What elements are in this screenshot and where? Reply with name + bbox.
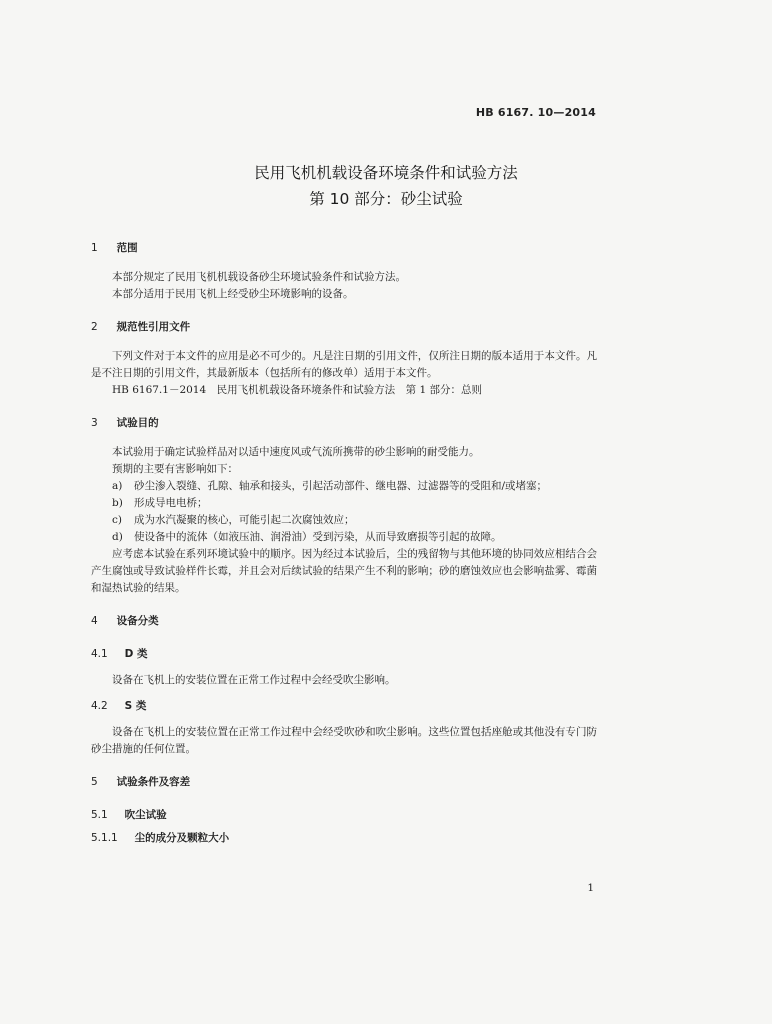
list-item-label: b) bbox=[112, 497, 123, 509]
list-item-label: c) bbox=[112, 514, 122, 526]
section-number: 5 bbox=[91, 776, 98, 788]
list-item-text: 使设备中的流体（如液压油、润滑油）受到污染，从而导致磨损等引起的故障。 bbox=[134, 531, 502, 543]
section-title: 试验目的 bbox=[116, 417, 159, 429]
list-item-text: 成为水汽凝聚的核心，可能引起二次腐蚀效应； bbox=[134, 514, 355, 526]
section-number: 4.2 bbox=[91, 700, 108, 712]
section-title: 设备分类 bbox=[116, 615, 159, 627]
page-number: 1 bbox=[587, 882, 594, 894]
list-item bbox=[91, 529, 597, 546]
list-item bbox=[91, 495, 597, 512]
paragraph: 本试验用于确定试验样品对以适中速度风或气流所携带的砂尘影响的耐受能力。 bbox=[112, 446, 480, 458]
document-body bbox=[91, 240, 597, 847]
section-number: 2 bbox=[91, 321, 98, 333]
list-item-text: 形成导电电桥； bbox=[134, 497, 208, 509]
subsection-5-1-1-heading bbox=[91, 830, 597, 847]
paragraph: 下列文件对于本文件的应用是必不可少的。凡是注日期的引用文件，仅所注日期的版本适用于本文件。凡是不注日期的引用文件，其最新版本（包括所有的修改单）适用于本文件。 bbox=[91, 350, 597, 379]
section-number: 4.1 bbox=[91, 648, 108, 660]
list-item bbox=[91, 478, 597, 495]
document-title: 民用飞机机载设备环境条件和试验方法 bbox=[254, 164, 518, 182]
subsection-4-1-heading bbox=[91, 646, 597, 663]
section-title: 范围 bbox=[116, 242, 138, 254]
section-number: 1 bbox=[91, 242, 98, 254]
section-1-heading bbox=[91, 240, 597, 257]
list-item bbox=[91, 512, 597, 529]
subsection-5-1-heading bbox=[91, 807, 597, 824]
paragraph: 本部分适用于民用飞机上经受砂尘环境影响的设备。 bbox=[112, 288, 354, 300]
section-number: 4 bbox=[91, 615, 98, 627]
paragraph: 设备在飞机上的安装位置在正常工作过程中会经受吹尘影响。 bbox=[112, 674, 396, 686]
section-5-heading bbox=[91, 774, 597, 791]
section-title: S 类 bbox=[124, 700, 147, 712]
section-3-heading bbox=[91, 415, 597, 432]
section-title: 尘的成分及颗粒大小 bbox=[134, 832, 230, 844]
section-number: 5.1.1 bbox=[91, 832, 118, 844]
subsection-4-2-heading bbox=[91, 698, 597, 715]
section-title: 试验条件及容差 bbox=[116, 776, 191, 788]
section-title: 吹尘试验 bbox=[124, 809, 167, 821]
paragraph: 本部分规定了民用飞机机载设备砂尘环境试验条件和试验方法。 bbox=[112, 271, 406, 283]
paragraph: 设备在飞机上的安装位置在正常工作过程中会经受吹砂和吹尘影响。这些位置包括座舱或其他没有专门防砂尘措施的任何位置。 bbox=[91, 726, 597, 755]
section-number: 5.1 bbox=[91, 809, 108, 821]
section-2-heading bbox=[91, 319, 597, 336]
paragraph: 应考虑本试验在系列环境试验中的顺序。因为经过本试验后，尘的残留物与其他环境的协同效应相结合会产生腐蚀或导致试验样件长霉，并且会对后续试验的结果产生不利的影响；砂的磨蚀效应也会影响盐雾、霉菌和湿热试验的结果。 bbox=[91, 548, 597, 594]
document-subtitle: 第 10 部分：砂尘试验 bbox=[309, 190, 463, 208]
section-title: 规范性引用文件 bbox=[116, 321, 191, 333]
section-title: D 类 bbox=[124, 648, 148, 660]
paragraph: 预期的主要有害影响如下： bbox=[112, 463, 238, 475]
list-item-label: d) bbox=[112, 531, 123, 543]
list-item-label: a) bbox=[112, 480, 123, 492]
section-number: 3 bbox=[91, 417, 98, 429]
standard-number: HB 6167. 10—2014 bbox=[475, 106, 596, 119]
list-item-text: 砂尘渗入裂缝、孔隙、轴承和接头，引起活动部件、继电器、过滤器等的受阻和/或堵塞； bbox=[134, 480, 548, 492]
reference-entry: HB 6167.1－2014 民用飞机机载设备环境条件和试验方法 第 1 部分：总则 bbox=[112, 384, 483, 396]
section-4-heading bbox=[91, 613, 597, 630]
